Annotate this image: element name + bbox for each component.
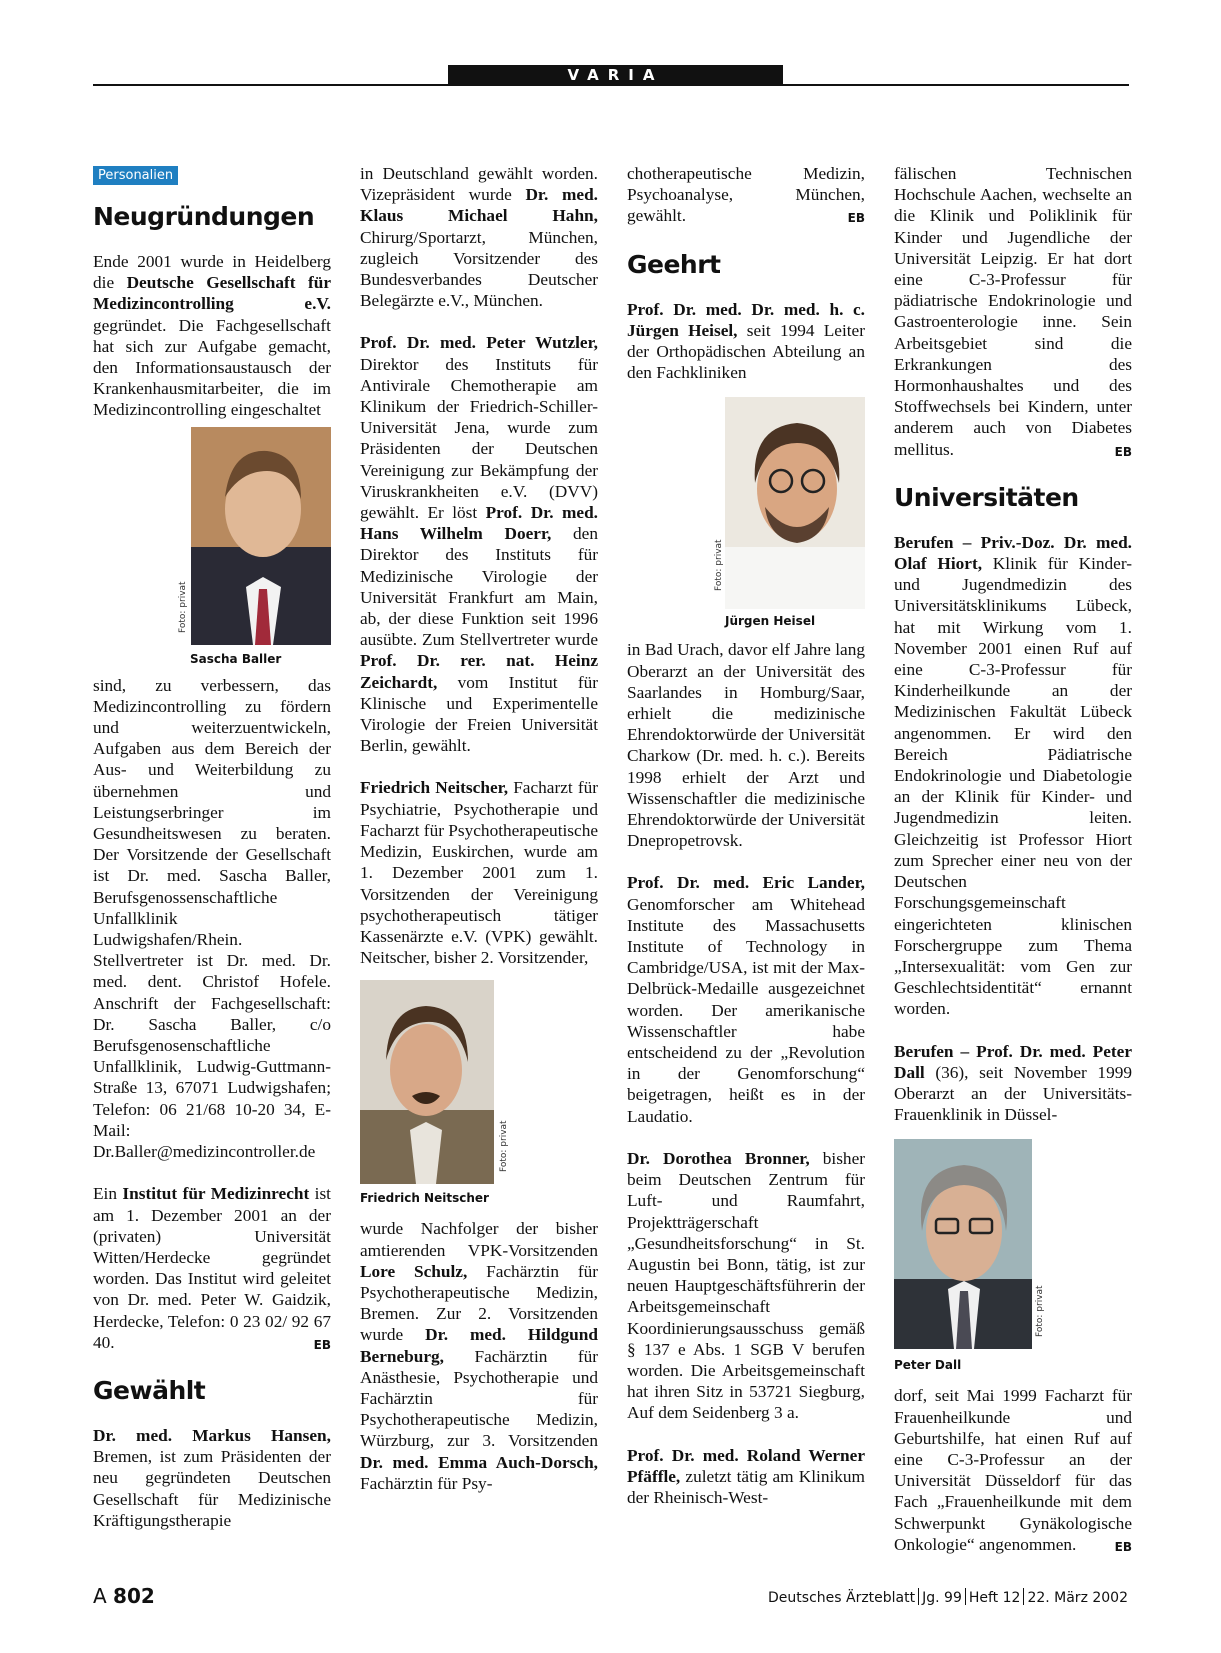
- paragraph: in Deutschland gewählt worden. Vizepräsident wurde Dr. med. Klaus Michael Hahn, Chirurg/Sportarzt, München, zugleich Vorsitzender des Bundesverbandes Deutscher Belegärzte e.V., München.: [360, 164, 598, 311]
- paragraph: Berufen – Priv.-Doz. Dr. med. Olaf Hiort, Klinik für Kinder- und Jugendmedizin des Universitätsklinikums Lübeck, hat mit Wirkung vom 1. November 2001 einen Ruf auf eine C-3-Professur für Kinderheilkunde an der Medizinischen Fakultät Lübeck angenommen. Er wird den Bereich Pädiatrische Endokrinologie und Diabetologie an der Klinik für Kinder- und Jugendmedizin leiten. Gleichzeitig ist Professor Hiort zum Sprecher einer neu von der Deutschen Forschungsgemeinschaft eingerichteten klinischen Forschergruppe zum Thema „Intersexualität: vom Gen zur Geschlechtsidentität“ ernannt worden.: [894, 532, 1132, 1019]
- heading-geehrt: Geehrt: [627, 249, 721, 279]
- paragraph: in Bad Urach, davor elf Jahre lang Oberarzt an der Universität des Saarlandes in Homburg/Saar, erhielt die medizinische Ehrendoktorwürde der Universität Charkow (Dr. med. h. c.). Bereits 1998 erhielt der Arzt und Wissenschaftler die medizinische Ehrendoktorwürde der Universität Dnepropetrovsk.: [627, 640, 865, 851]
- photo-credit: Foto: privat: [714, 539, 724, 592]
- figure-heisel: [627, 389, 865, 629]
- paragraph: fälischen Technischen Hochschule Aachen, wechselte an die Klinik und Poliklinik für Kinder und Jugendliche der Universität Leipzig. Er hat dort eine C-3-Professur für pädiatrische Endokrinologie und Gastroenterologie inne. Sein Arbeitsgebiet sind die Erkrankungen des Hormonhaushaltes und des Stoffwechsels bei Kindern, unter anderem auch von Diabetes mellitus. EB: [894, 163, 1132, 460]
- figure-neitscher: [360, 974, 598, 1206]
- paragraph: chotherapeutische Medizin, Psychoanalyse, München, gewählt. EB: [627, 163, 865, 227]
- portrait-photo: [360, 980, 494, 1184]
- photo-caption: Peter Dall: [894, 1358, 962, 1373]
- photo-credit: Foto: privat: [178, 581, 188, 633]
- paragraph: dorf, seit Mai 1999 Facharzt für Frauenheilkunde und Geburtshilfe, hat einen Ruf auf eine C-3-Professur an der Universität Düsseldorf für das Fach „Frauenheilkunde mit dem Schwerpunkt Gynäkologische Onkologie“ angenommen. EB: [894, 1385, 1132, 1555]
- heading-neugruendungen: Neugründungen: [93, 202, 315, 231]
- column-3: [627, 163, 865, 1508]
- header-rule: [93, 84, 1129, 86]
- paragraph: Prof. Dr. med. Eric Lander, Genomforscher am Whitehead Institute des Massachusetts Institute of Technology in Cambridge/USA, ist mit der Max-Delbrück-Medaille ausgezeichnet worden. Der amerikanische Wissenschaftler habe entscheidend zu der „Revolution in der Genomforschung“ beigetragen, heißt es in der Laudatio.: [627, 873, 865, 1126]
- paragraph: Prof. Dr. med. Dr. med. h. c. Jürgen Heisel, seit 1994 Leiter der Orthopädischen Abteilung an den Fachkliniken: [627, 299, 865, 383]
- journal-volume: Jg. 99: [922, 1590, 962, 1606]
- photo-credit: Foto: privat: [499, 1120, 509, 1173]
- author-initials: EB: [313, 1337, 331, 1352]
- journal-issue: Heft 12: [968, 1590, 1021, 1606]
- footer-divider: [1023, 1588, 1024, 1605]
- section-header: [448, 65, 783, 86]
- figure-baller: [93, 427, 331, 666]
- photo-caption: Friedrich Neitscher: [360, 1191, 489, 1206]
- column-2: [360, 163, 598, 1494]
- figure-dall: [894, 1131, 1132, 1371]
- page-number: [93, 1584, 155, 1608]
- footer-divider: [918, 1588, 919, 1605]
- paragraph: Prof. Dr. med. Peter Wutzler, Direktor des Instituts für Antivirale Chemotherapie am Klinikum der Friedrich-Schiller-Universität Jena, wurde zum Präsidenten der Deutschen Vereinigung zur Bekämpfung der Viruskrankheiten e.V. (DVV) gewählt. Er löst Prof. Dr. med. Hans Wilhelm Doerr, den Direktor des Instituts für Medizinische Virologie der Universität Frankfurt am Main, ab, der diese Funktion seit 1996 ausübte. Zum Stellvertreter wurde Prof. Dr. rer. nat. Heinz Zeichardt, vom Institut für Klinische und Experimentelle Virologie der Freien Universität Berlin, gewählt.: [360, 333, 599, 756]
- portrait-photo: [191, 427, 331, 645]
- paragraph: Dr. Dorothea Bronner, bisher beim Deutschen Zentrum für Luft- und Raumfahrt, Projektträgerschaft „Gesundheitsforschung“ in St. Augustin bei Bonn, tätig, ist zur neuen Hauptgeschäftsführerin der Arbeitsgemeinschaft Koordinierungsausschuss gemäß § 137 e Abs. 1 SGB V berufen worden. Die Arbeitsgemeinschaft hat ihren Sitz in 53721 Siegburg, Auf dem Seidenberg 3 a.: [627, 1148, 865, 1423]
- footer-divider: [965, 1588, 966, 1605]
- section-label: VARIA: [567, 66, 664, 84]
- author-initials: EB: [847, 211, 865, 226]
- page-number-value: 802: [113, 1584, 155, 1608]
- photo-caption: Sascha Baller: [190, 651, 282, 666]
- paragraph: Dr. med. Markus Hansen, Bremen, ist zum Präsidenten der neu gegründeten Deutschen Gesellschaft für Medizinische Kräftigungstherapie: [93, 1425, 331, 1530]
- photo-credit: Foto: privat: [1035, 1285, 1045, 1338]
- column-1: [93, 163, 331, 1531]
- portrait-photo: [894, 1139, 1032, 1349]
- photo-caption: Jürgen Heisel: [725, 614, 816, 629]
- author-initials: EB: [1114, 444, 1132, 459]
- paragraph: Friedrich Neitscher, Facharzt für Psychiatrie, Psychotherapie und Facharzt für Psychotherapeutische Medizin, Euskirchen, wurde am 1. Dezember 2001 zum 1. Vorsitzenden der Vereinigung psychotherapeutisch tätiger Kassenärzte e.V. (VPK) gewählt. Neitscher, bisher 2. Vorsitzender,: [360, 778, 599, 968]
- category-tag: Personalien: [93, 166, 178, 185]
- paragraph: Ende 2001 wurde in Heidelberg die Deutsche Gesellschaft für Medizincontrolling e.V. gegründet. Die Fachgesellschaft hat sich zur Aufgabe gemacht, den Informationsaustausch der Krankenhausmitarbeiter, die im Medizincontrolling eingeschaltet: [93, 252, 331, 420]
- column-4: [894, 163, 1132, 1576]
- paragraph: Prof. Dr. med. Roland Werner Pfäffle, zuletzt tätig am Klinikum der Rheinisch-West-: [627, 1445, 865, 1507]
- paragraph: Ein Institut für Medizinrecht ist am 1. Dezember 2001 an der (privaten) Universität Witten/Herdecke gegründet worden. Das Institut wird geleitet von Dr. med. Peter W. Gaidzik, Herdecke, Telefon: 0 23 02/ 92 67 40. EB: [93, 1183, 331, 1353]
- heading-universitaeten: Universitäten: [894, 482, 1079, 512]
- author-initials: EB: [1114, 1539, 1132, 1554]
- page-prefix: A: [93, 1584, 107, 1608]
- paragraph: wurde Nachfolger der bisher amtierenden VPK-Vorsitzenden Lore Schulz, Fachärztin für Psychotherapeutische Medizin, Bremen. Zur 2. Vorsitzenden wurde Dr. med. Hildgund Berneburg, Fachärztin für Anästhesie, Psychotherapie und Fachärztin für Psychotherapeutische Medizin, Würzburg, zur 3. Vorsitzenden Dr. med. Emma Auch-Dorsch, Fachärztin für Psy-: [360, 1219, 598, 1493]
- portrait-photo: [725, 397, 865, 609]
- paragraph: Berufen – Prof. Dr. med. Peter Dall (36), seit November 1999 Oberarzt an der Universitäts-Frauenklinik in Düssel-: [894, 1041, 1132, 1125]
- footer-journal-info: [768, 1588, 1128, 1606]
- journal-date: 22. März 2002: [1027, 1590, 1128, 1606]
- heading-gewaehlt: Gewählt: [93, 1375, 206, 1405]
- paragraph: sind, zu verbessern, das Medizincontrolling zu fördern und weiterzuentwickeln, Aufgaben aus dem Bereich der Aus- und Weiterbildung zu übernehmen und Leistungserbringer im Gesundheitswesen zu beraten. Der Vorsitzende der Gesellschaft ist Dr. med. Sascha Baller, Berufsgenossenschaftliche Unfallklinik Ludwigshafen/Rhein. Stellvertreter ist Dr. med. Dr. med. dent. Christof Hofele. Anschrift der Fachgesellschaft: Dr. Sascha Baller, c/o Berufsgenosenschaftliche Unfallklinik, Ludwig-Guttmann-Straße 13, 67071 Ludwigshafen; Telefon: 06 21/68 10-20 34, E-Mail: Dr.Baller@medizincontroller.de: [93, 675, 331, 1162]
- journal-name: Deutsches Ärzteblatt: [768, 1590, 916, 1606]
